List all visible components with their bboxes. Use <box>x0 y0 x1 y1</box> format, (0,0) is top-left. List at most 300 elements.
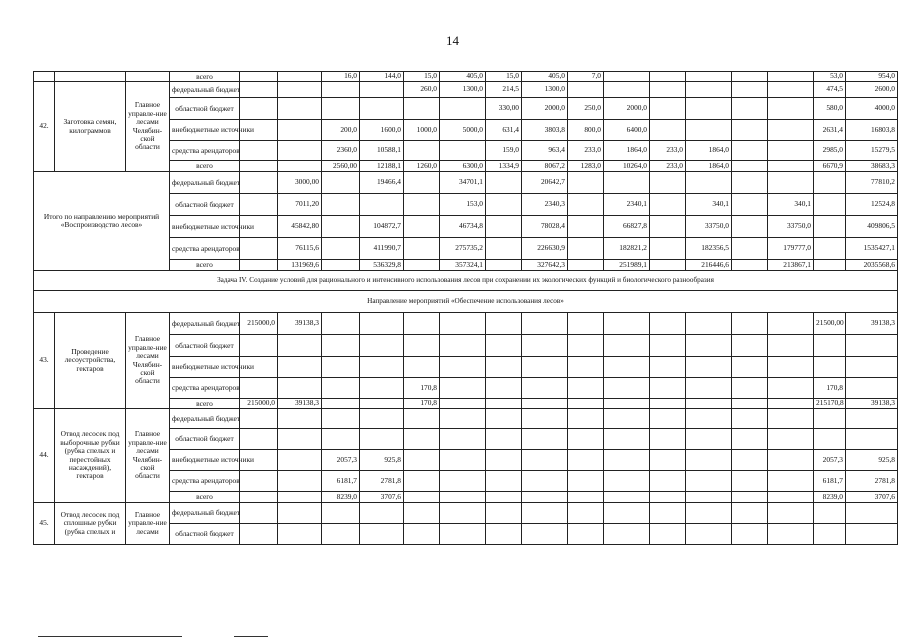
value-cell: 3707,6 <box>360 492 404 503</box>
value-cell: 20642,7 <box>522 172 568 194</box>
value-cell <box>686 120 732 141</box>
value-cell <box>322 399 360 409</box>
value-cell: 159,0 <box>486 141 522 161</box>
value-cell <box>360 313 404 335</box>
value-cell <box>360 524 404 545</box>
value-cell: 536329,8 <box>360 260 404 271</box>
value-cell: 3803,8 <box>522 120 568 141</box>
value-cell: 233,0 <box>650 141 686 161</box>
value-cell: 3000,00 <box>278 172 322 194</box>
value-cell: 78028,4 <box>522 216 568 238</box>
value-cell: 15279,5 <box>846 141 898 161</box>
value-cell <box>686 409 732 429</box>
value-cell: 170,8 <box>814 378 846 399</box>
value-cell: 2781,8 <box>846 471 898 492</box>
value-cell <box>278 409 322 429</box>
value-cell <box>846 357 898 378</box>
value-cell: 260,0 <box>404 82 440 98</box>
value-cell <box>240 98 278 120</box>
value-cell: 1535427,1 <box>846 238 898 260</box>
value-cell: 216446,6 <box>686 260 732 271</box>
value-cell <box>650 238 686 260</box>
value-cell: 8067,2 <box>522 161 568 172</box>
row-number-cell <box>34 72 55 82</box>
value-cell <box>768 161 814 172</box>
value-cell <box>240 194 278 216</box>
value-cell <box>604 429 650 450</box>
value-cell <box>686 492 732 503</box>
value-cell <box>686 378 732 399</box>
value-cell <box>278 335 322 357</box>
value-cell <box>486 216 522 238</box>
funding-source-cell: всего <box>170 492 240 503</box>
value-cell <box>278 471 322 492</box>
row-number-cell: 44. <box>34 409 55 503</box>
value-cell <box>522 471 568 492</box>
value-cell: 340,1 <box>768 194 814 216</box>
value-cell <box>486 471 522 492</box>
value-cell: 2781,8 <box>360 471 404 492</box>
value-cell: 53,0 <box>814 72 846 82</box>
value-cell <box>522 313 568 335</box>
value-cell <box>732 335 768 357</box>
value-cell: 182356,5 <box>686 238 732 260</box>
value-cell <box>768 450 814 471</box>
value-cell: 144,0 <box>360 72 404 82</box>
value-cell: 214,5 <box>486 82 522 98</box>
value-cell <box>732 98 768 120</box>
value-cell <box>604 313 650 335</box>
value-cell <box>732 194 768 216</box>
funding-source-cell: средства арендаторов <box>170 471 240 492</box>
value-cell: 38683,3 <box>846 161 898 172</box>
value-cell <box>568 172 604 194</box>
value-cell: 1600,0 <box>360 120 404 141</box>
value-cell <box>486 378 522 399</box>
value-cell: 6181,7 <box>814 471 846 492</box>
value-cell: 6300,0 <box>440 161 486 172</box>
funding-source-cell: федеральный бюджет <box>170 313 240 335</box>
executor-cell: Главное управле-ние лесами Челябин-ской области <box>126 313 170 409</box>
value-cell <box>568 194 604 216</box>
funding-source-cell: федеральный бюджет <box>170 82 240 98</box>
value-cell <box>768 82 814 98</box>
row-number-cell: 42. <box>34 82 55 172</box>
value-cell <box>522 378 568 399</box>
value-cell <box>604 82 650 98</box>
executor-cell: Главное управле-ние лесами Челябин-ской области <box>126 409 170 503</box>
measure-name-cell: Проведение лесоустройства, гектаров <box>55 313 126 409</box>
value-cell <box>846 429 898 450</box>
value-cell <box>440 399 486 409</box>
value-cell: 6670,9 <box>814 161 846 172</box>
value-cell <box>440 409 486 429</box>
value-cell <box>486 260 522 271</box>
value-cell <box>404 524 440 545</box>
value-cell <box>486 399 522 409</box>
value-cell <box>768 399 814 409</box>
value-cell <box>650 72 686 82</box>
value-cell <box>486 238 522 260</box>
value-cell <box>650 429 686 450</box>
value-cell: 1300,0 <box>522 82 568 98</box>
value-cell <box>568 357 604 378</box>
value-cell <box>404 238 440 260</box>
value-cell <box>522 335 568 357</box>
value-cell <box>604 357 650 378</box>
value-cell <box>486 492 522 503</box>
section-row <box>34 271 898 291</box>
value-cell <box>568 471 604 492</box>
value-cell: 182821,2 <box>604 238 650 260</box>
value-cell <box>686 471 732 492</box>
value-cell <box>814 194 846 216</box>
value-cell <box>568 450 604 471</box>
value-cell <box>404 141 440 161</box>
value-cell <box>486 357 522 378</box>
value-cell: 631,4 <box>486 120 522 141</box>
value-cell: 1864,0 <box>686 141 732 161</box>
value-cell <box>732 378 768 399</box>
value-cell <box>240 378 278 399</box>
value-cell: 2560,00 <box>322 161 360 172</box>
value-cell <box>686 357 732 378</box>
value-cell: 925,8 <box>846 450 898 471</box>
value-cell <box>686 399 732 409</box>
funding-source-cell: всего <box>170 72 240 82</box>
value-cell <box>278 429 322 450</box>
value-cell <box>846 503 898 524</box>
value-cell <box>650 120 686 141</box>
value-cell <box>404 471 440 492</box>
value-cell <box>440 335 486 357</box>
value-cell <box>278 72 322 82</box>
value-cell: 6400,0 <box>604 120 650 141</box>
value-cell: 275735,2 <box>440 238 486 260</box>
value-cell <box>360 503 404 524</box>
value-cell: 800,0 <box>568 120 604 141</box>
value-cell: 2340,3 <box>522 194 568 216</box>
value-cell <box>322 194 360 216</box>
value-cell <box>604 409 650 429</box>
value-cell <box>240 524 278 545</box>
value-cell <box>732 141 768 161</box>
value-cell <box>360 409 404 429</box>
value-cell <box>360 194 404 216</box>
value-cell: 8239,0 <box>814 492 846 503</box>
value-cell <box>522 399 568 409</box>
value-cell <box>440 141 486 161</box>
value-cell: 10264,0 <box>604 161 650 172</box>
value-cell: 251989,1 <box>604 260 650 271</box>
value-cell: 3707,6 <box>846 492 898 503</box>
value-cell <box>768 172 814 194</box>
value-cell: 357324,1 <box>440 260 486 271</box>
value-cell <box>278 378 322 399</box>
value-cell <box>604 450 650 471</box>
value-cell <box>768 429 814 450</box>
funding-source-cell: внебюджетные источники <box>170 120 240 141</box>
value-cell: 925,8 <box>360 450 404 471</box>
value-cell: 954,0 <box>846 72 898 82</box>
value-cell <box>650 82 686 98</box>
funding-source-cell: федеральный бюджет <box>170 409 240 429</box>
value-cell: 39138,3 <box>278 313 322 335</box>
value-cell: 411990,7 <box>360 238 404 260</box>
value-cell <box>650 409 686 429</box>
value-cell <box>278 357 322 378</box>
value-cell <box>522 492 568 503</box>
value-cell <box>360 82 404 98</box>
value-cell: 409806,5 <box>846 216 898 238</box>
value-cell: 6181,7 <box>322 471 360 492</box>
value-cell: 179777,0 <box>768 238 814 260</box>
table-row <box>34 72 898 82</box>
row-number-cell: 43. <box>34 313 55 409</box>
value-cell <box>732 399 768 409</box>
value-cell: 2057,3 <box>322 450 360 471</box>
value-cell <box>240 172 278 194</box>
table-row <box>34 82 898 98</box>
value-cell: 8239,0 <box>322 492 360 503</box>
value-cell <box>568 429 604 450</box>
measure-name-cell: Итого по направлению мероприятий «Воспроизводство лесов» <box>34 172 170 271</box>
direction-heading: Направление мероприятий «Обеспечение использования лесов» <box>34 291 898 313</box>
measure-name-cell: Заготовка семян, килограммов <box>55 82 126 172</box>
value-cell <box>686 450 732 471</box>
value-cell: 200,0 <box>322 120 360 141</box>
value-cell: 215000,0 <box>240 313 278 335</box>
value-cell <box>322 82 360 98</box>
value-cell <box>650 216 686 238</box>
value-cell: 1300,0 <box>440 82 486 98</box>
value-cell: 33750,0 <box>768 216 814 238</box>
value-cell: 170,8 <box>404 399 440 409</box>
value-cell <box>568 313 604 335</box>
value-cell <box>322 503 360 524</box>
value-cell <box>686 172 732 194</box>
value-cell <box>650 471 686 492</box>
value-cell <box>240 82 278 98</box>
value-cell <box>240 141 278 161</box>
value-cell <box>686 335 732 357</box>
value-cell <box>322 409 360 429</box>
value-cell <box>768 409 814 429</box>
funding-source-cell: средства арендаторов <box>170 378 240 399</box>
value-cell <box>322 216 360 238</box>
value-cell <box>322 260 360 271</box>
funding-source-cell: областной бюджет <box>170 524 240 545</box>
value-cell <box>360 335 404 357</box>
value-cell <box>360 399 404 409</box>
value-cell: 2035568,6 <box>846 260 898 271</box>
value-cell <box>686 82 732 98</box>
value-cell <box>568 524 604 545</box>
value-cell <box>322 335 360 357</box>
budget-table <box>33 71 898 545</box>
table-row <box>34 503 898 524</box>
value-cell <box>240 471 278 492</box>
value-cell: 474,5 <box>814 82 846 98</box>
value-cell <box>732 72 768 82</box>
value-cell <box>732 524 768 545</box>
value-cell <box>440 429 486 450</box>
value-cell <box>650 399 686 409</box>
value-cell <box>322 98 360 120</box>
value-cell: 39138,3 <box>846 313 898 335</box>
value-cell: 233,0 <box>568 141 604 161</box>
value-cell <box>846 524 898 545</box>
value-cell <box>486 503 522 524</box>
measure-name-cell: Отвод лесосек под выборочные рубки (рубка спелых и перестойных насаждений), гектаров <box>55 409 126 503</box>
value-cell <box>240 335 278 357</box>
value-cell <box>604 492 650 503</box>
measure-name-cell <box>55 72 126 82</box>
value-cell <box>322 378 360 399</box>
value-cell <box>604 172 650 194</box>
funding-source-cell: областной бюджет <box>170 335 240 357</box>
value-cell <box>278 141 322 161</box>
value-cell: 405,0 <box>522 72 568 82</box>
value-cell <box>486 450 522 471</box>
value-cell <box>486 172 522 194</box>
value-cell: 963,4 <box>522 141 568 161</box>
value-cell: 4000,0 <box>846 98 898 120</box>
funding-source-cell: внебюджетные источники <box>170 357 240 378</box>
value-cell: 15,0 <box>486 72 522 82</box>
value-cell <box>486 429 522 450</box>
value-cell <box>768 141 814 161</box>
funding-source-cell: федеральный бюджет <box>170 503 240 524</box>
value-cell <box>568 82 604 98</box>
value-cell <box>814 335 846 357</box>
value-cell: 153,0 <box>440 194 486 216</box>
value-cell: 233,0 <box>650 161 686 172</box>
value-cell <box>486 335 522 357</box>
funding-source-cell: областной бюджет <box>170 98 240 120</box>
value-cell <box>278 120 322 141</box>
funding-source-cell: внебюджетные источники <box>170 450 240 471</box>
value-cell <box>650 194 686 216</box>
funding-source-cell: областной бюджет <box>170 194 240 216</box>
value-cell: 2631,4 <box>814 120 846 141</box>
value-cell: 1864,0 <box>604 141 650 161</box>
value-cell: 46734,8 <box>440 216 486 238</box>
value-cell <box>768 524 814 545</box>
value-cell <box>768 471 814 492</box>
value-cell <box>732 238 768 260</box>
value-cell <box>240 492 278 503</box>
value-cell <box>568 335 604 357</box>
value-cell: 2000,0 <box>604 98 650 120</box>
value-cell <box>732 450 768 471</box>
value-cell <box>240 161 278 172</box>
funding-source-cell: всего <box>170 161 240 172</box>
value-cell <box>604 471 650 492</box>
value-cell: 77810,2 <box>846 172 898 194</box>
value-cell <box>440 98 486 120</box>
value-cell <box>650 260 686 271</box>
value-cell: 2057,3 <box>814 450 846 471</box>
value-cell <box>240 72 278 82</box>
value-cell <box>686 503 732 524</box>
value-cell: 39138,3 <box>846 399 898 409</box>
value-cell <box>240 503 278 524</box>
value-cell <box>522 450 568 471</box>
value-cell <box>568 216 604 238</box>
value-cell <box>522 503 568 524</box>
value-cell: 7,0 <box>568 72 604 82</box>
value-cell <box>686 313 732 335</box>
value-cell <box>768 335 814 357</box>
value-cell <box>240 260 278 271</box>
value-cell <box>440 524 486 545</box>
value-cell <box>814 238 846 260</box>
value-cell: 33750,0 <box>686 216 732 238</box>
value-cell <box>568 260 604 271</box>
value-cell: 19466,4 <box>360 172 404 194</box>
value-cell <box>650 503 686 524</box>
value-cell <box>604 335 650 357</box>
funding-source-cell: внебюджетные источники <box>170 216 240 238</box>
value-cell <box>278 524 322 545</box>
value-cell: 12524,8 <box>846 194 898 216</box>
value-cell <box>768 357 814 378</box>
value-cell <box>814 524 846 545</box>
value-cell <box>604 399 650 409</box>
value-cell: 2340,1 <box>604 194 650 216</box>
value-cell: 226630,9 <box>522 238 568 260</box>
value-cell <box>650 378 686 399</box>
value-cell <box>604 72 650 82</box>
value-cell <box>768 503 814 524</box>
value-cell <box>278 503 322 524</box>
value-cell <box>440 313 486 335</box>
value-cell <box>278 161 322 172</box>
value-cell <box>732 357 768 378</box>
value-cell <box>360 357 404 378</box>
value-cell: 21500,00 <box>814 313 846 335</box>
value-cell: 215000,0 <box>240 399 278 409</box>
value-cell <box>650 524 686 545</box>
value-cell: 1260,0 <box>404 161 440 172</box>
value-cell <box>768 72 814 82</box>
value-cell <box>732 161 768 172</box>
value-cell: 1864,0 <box>686 161 732 172</box>
value-cell: 12188,1 <box>360 161 404 172</box>
value-cell <box>568 409 604 429</box>
value-cell <box>360 98 404 120</box>
value-cell <box>768 313 814 335</box>
value-cell <box>650 450 686 471</box>
value-cell <box>732 471 768 492</box>
value-cell: 5000,0 <box>440 120 486 141</box>
value-cell: 2000,0 <box>522 98 568 120</box>
value-cell <box>604 503 650 524</box>
value-cell: 330,00 <box>486 98 522 120</box>
value-cell <box>322 172 360 194</box>
value-cell <box>360 429 404 450</box>
value-cell <box>404 357 440 378</box>
value-cell <box>322 524 360 545</box>
value-cell <box>404 260 440 271</box>
value-cell: 215170,8 <box>814 399 846 409</box>
value-cell <box>732 260 768 271</box>
value-cell <box>404 503 440 524</box>
table-row <box>34 172 898 194</box>
value-cell <box>522 409 568 429</box>
row-number-cell: 45. <box>34 503 55 545</box>
